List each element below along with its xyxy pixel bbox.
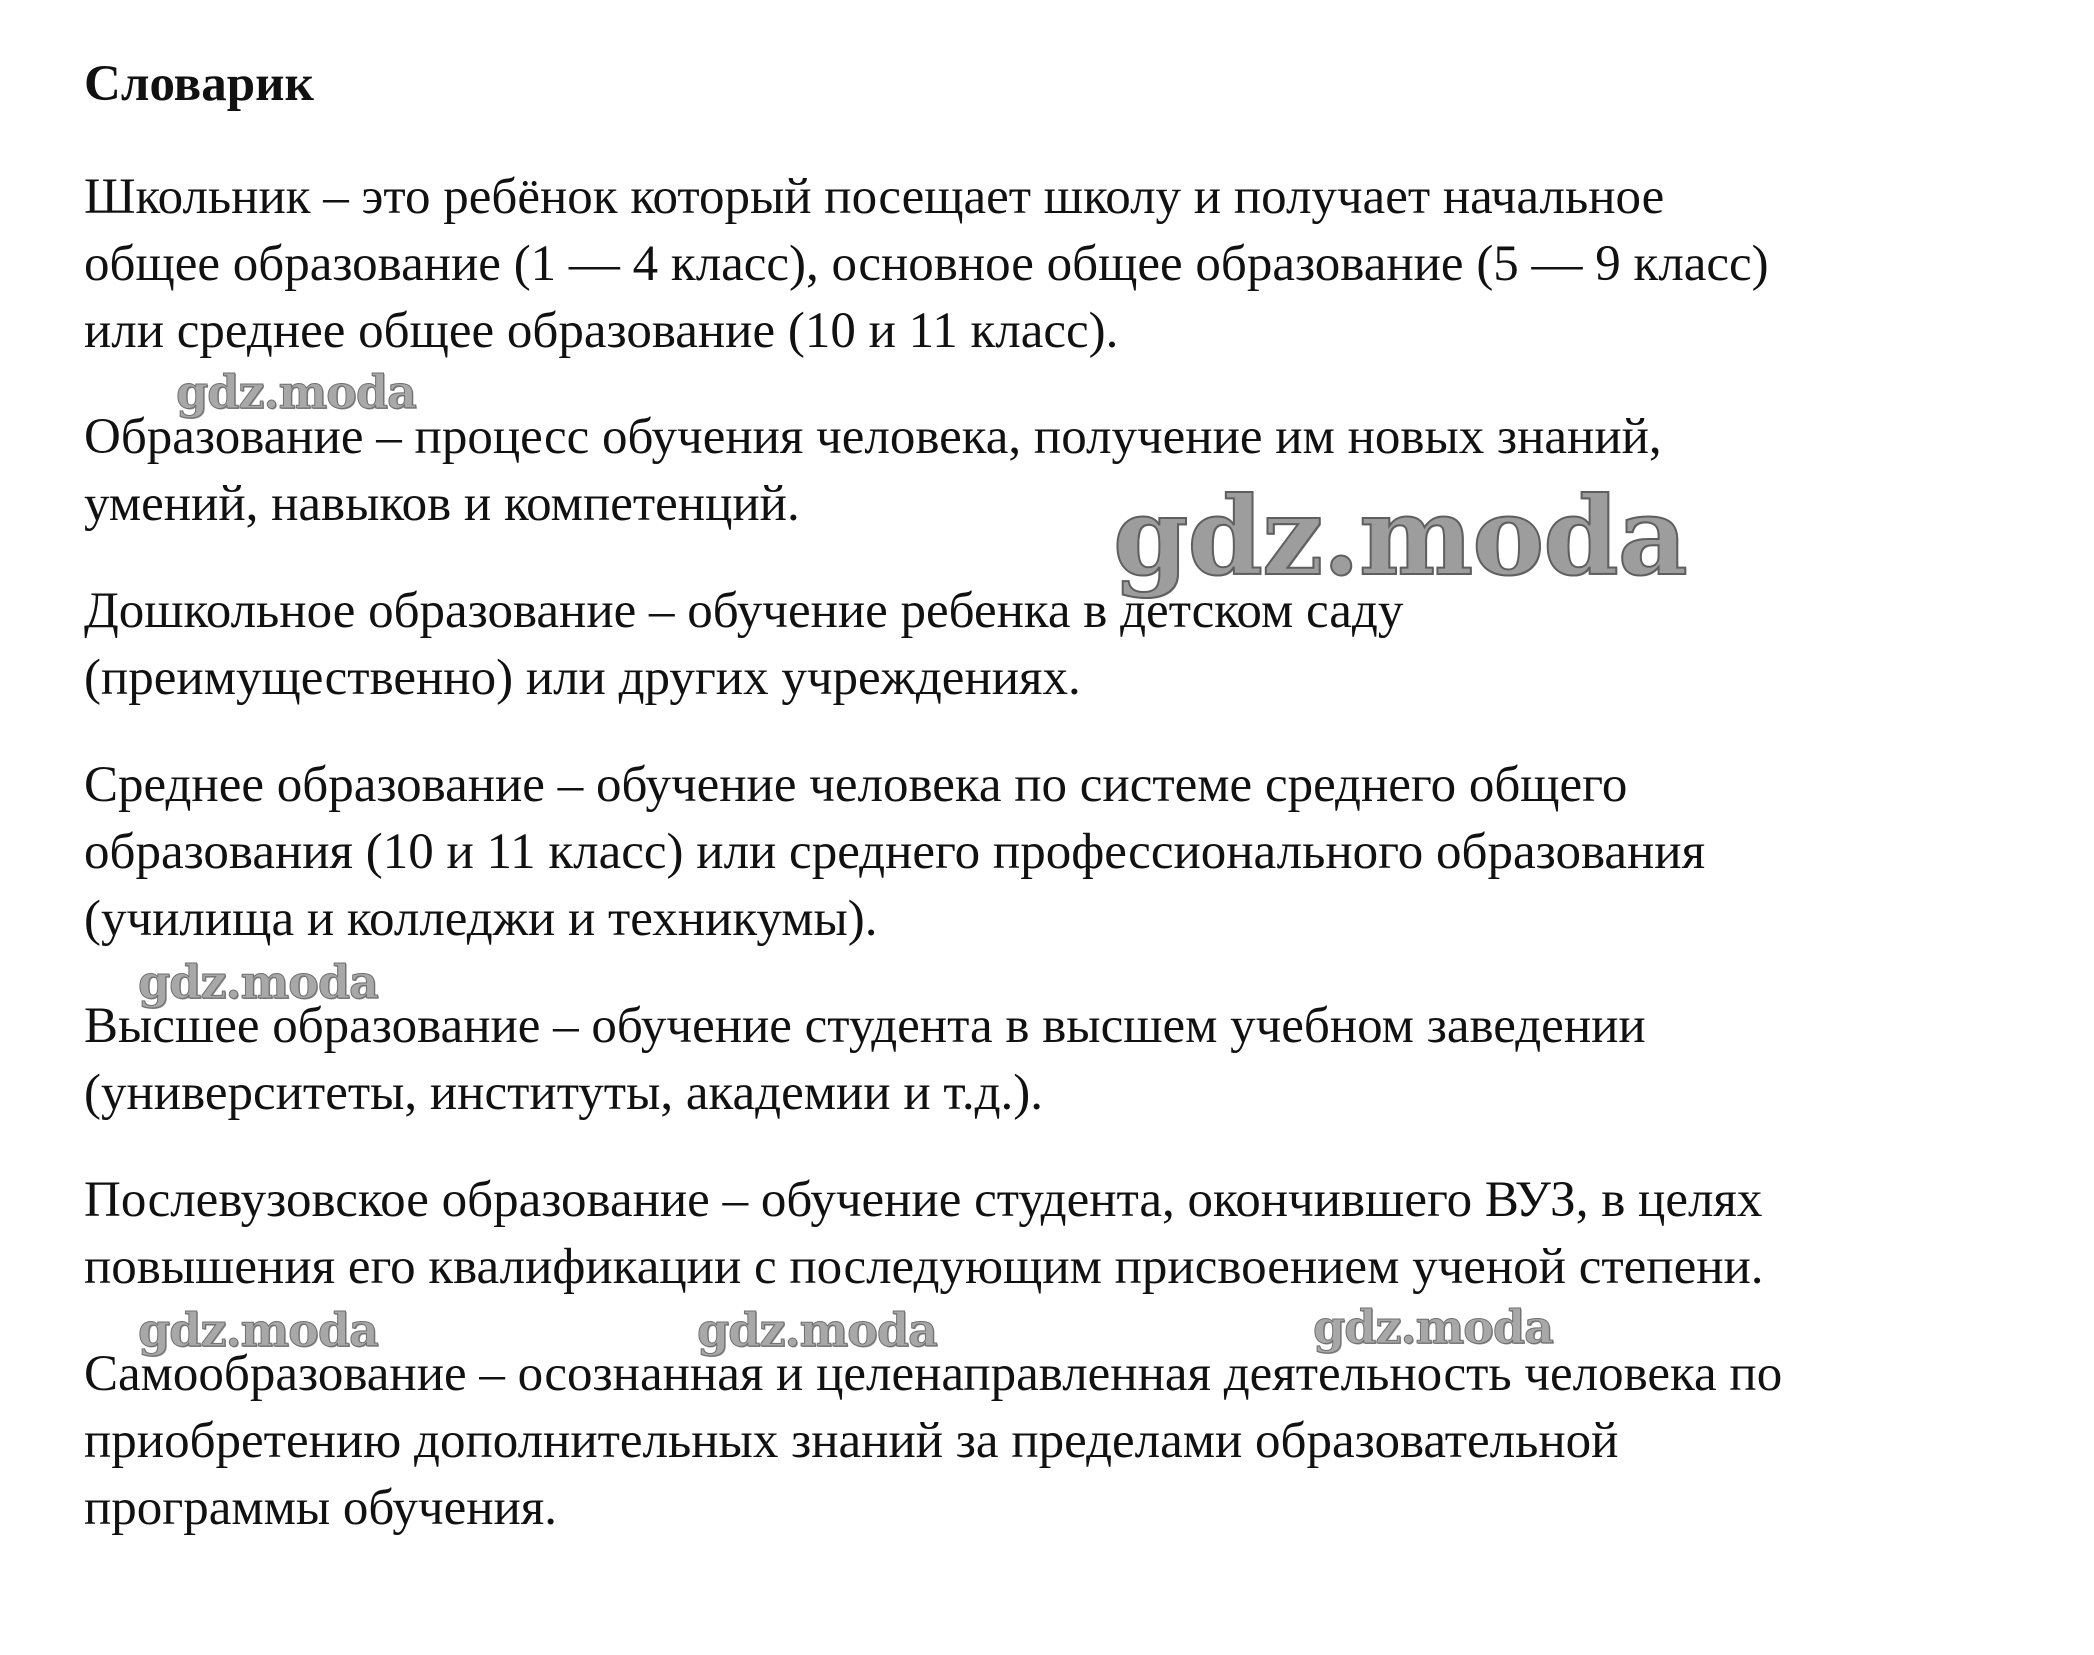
definition-line: Дошкольное образование – обучение ребенка в детском саду (84, 583, 1404, 639)
watermark: gdz.moda (1113, 474, 1687, 600)
definition-line: (училища и колледжи и техникумы). (84, 891, 878, 947)
definition-higher-education (84, 993, 2044, 1127)
definition-line: Высшее образование – обучение студента в высшем учебном заведении (84, 998, 1646, 1054)
definition-line: Среднее образование – обучение человека по системе среднего общего (84, 757, 1628, 813)
watermark: gdz.moda (176, 365, 416, 419)
definition-line: Образование – процесс обучения человека, получение им новых знаний, (84, 409, 1662, 465)
watermark: gdz.moda (138, 955, 378, 1009)
definition-preschool-education (84, 578, 2044, 712)
definition-education (84, 404, 2044, 538)
definition-self-education (84, 1341, 2044, 1542)
definition-secondary-education (84, 752, 2044, 953)
definition-line: (преимущественно) или других учреждениях. (84, 650, 1081, 706)
definition-line: приобретению дополнительных знаний за пределами образовательной (84, 1413, 1619, 1469)
definition-line: умений, навыков и компетенций. (84, 476, 800, 532)
page-title: Словарик (84, 56, 314, 112)
definition-line: или среднее общее образование (10 и 11 класс). (84, 303, 1119, 359)
definition-line: Самообразование – осознанная и целенаправленная деятельность человека по (84, 1346, 1783, 1402)
definition-line: программы обучения. (84, 1480, 557, 1536)
watermark: gdz.moda (138, 1303, 378, 1357)
definition-line: Школьник – это ребёнок который посещает школу и получает начальное (84, 169, 1665, 225)
watermark: gdz.moda (697, 1303, 937, 1357)
definition-line: образования (10 и 11 класс) или среднего профессионального образования (84, 824, 1706, 880)
definition-line: (университеты, институты, академии и т.д.). (84, 1065, 1044, 1121)
definition-line: общее образование (1 — 4 класс), основное общее образование (5 — 9 класс) (84, 236, 1769, 292)
definition-line: Послевузовское образование – обучение студента, окончившего ВУЗ, в целях (84, 1172, 1763, 1228)
definition-postgraduate-education (84, 1167, 2044, 1301)
definition-line: повышения его квалификации с последующим присвоением ученой степени. (84, 1239, 1764, 1295)
watermark: gdz.moda (1313, 1300, 1553, 1354)
definition-schoolchild (84, 164, 2044, 365)
document-page (84, 54, 2044, 1542)
